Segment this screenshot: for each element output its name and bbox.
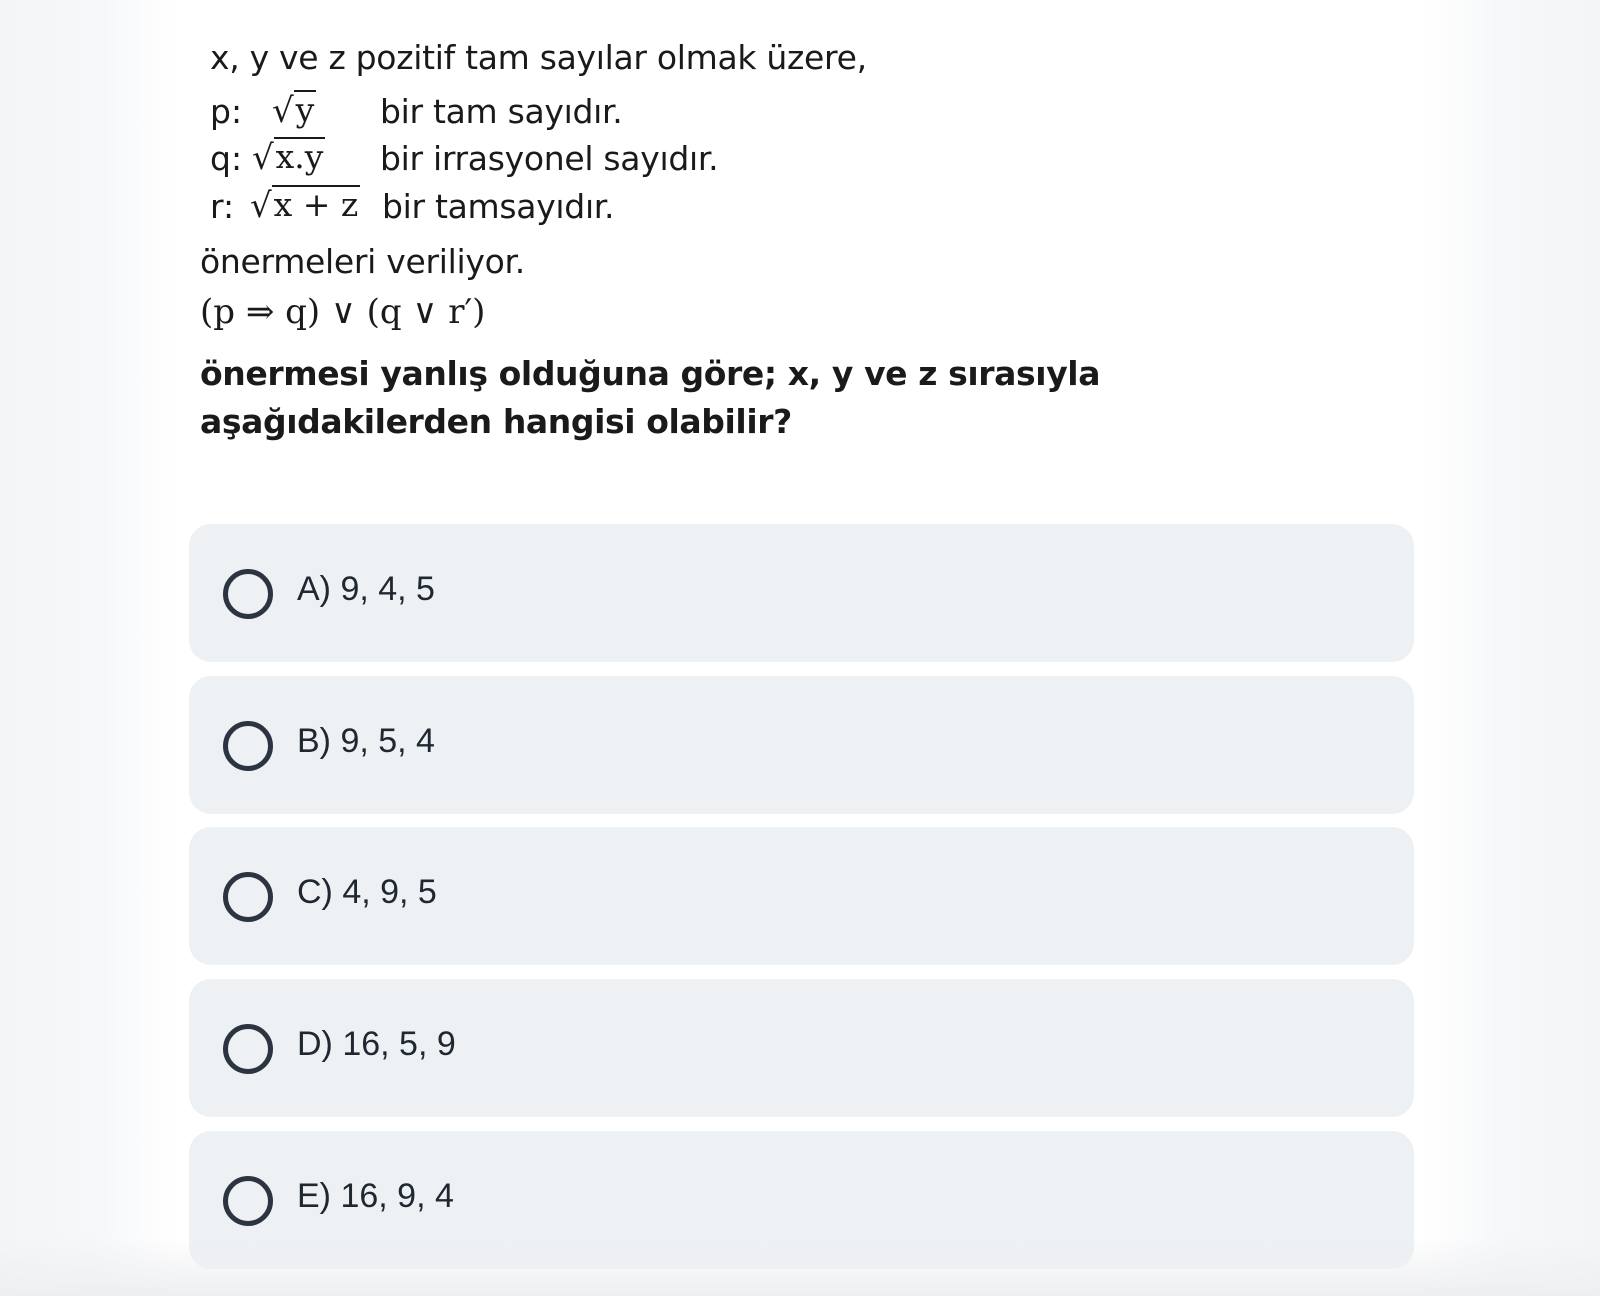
option-c[interactable] bbox=[189, 827, 1414, 965]
sqrt-symbol: √ bbox=[272, 91, 294, 132]
proposition-name: r: bbox=[210, 187, 235, 226]
proposition-description: bir tam sayıdır. bbox=[380, 92, 623, 131]
sqrt-symbol: √ bbox=[252, 138, 274, 179]
option-label: E) 16, 9, 4 bbox=[297, 1177, 454, 1215]
given-text: önermeleri veriliyor. bbox=[200, 242, 525, 281]
sqrt-expression bbox=[250, 185, 360, 225]
sqrt-expression bbox=[272, 90, 316, 130]
proposition-name: q: bbox=[210, 139, 243, 178]
option-label: C) 4, 9, 5 bbox=[297, 873, 437, 911]
proposition-name: p: bbox=[210, 92, 243, 131]
option-label: B) 9, 5, 4 bbox=[297, 722, 435, 760]
sqrt-symbol: √ bbox=[250, 186, 272, 227]
proposition-description: bir irrasyonel sayıdır. bbox=[380, 139, 719, 178]
proposition-description: bir tamsayıdır. bbox=[382, 187, 615, 226]
question-prompt: önermesi yanlış olduğuna göre; x, y ve z sırasıyla aşağıdakilerden hangisi olabilir? bbox=[200, 354, 1101, 441]
question-intro: x, y ve z pozitif tam sayılar olmak üzere, bbox=[210, 38, 867, 77]
radicand: x + z bbox=[273, 185, 359, 224]
logic-formula: (p ⇒ q) ∨ (q ∨ r′) bbox=[200, 292, 486, 332]
radio-button-icon[interactable] bbox=[223, 721, 273, 771]
option-a[interactable] bbox=[189, 524, 1414, 662]
sqrt-expression bbox=[252, 137, 325, 177]
radio-button-icon[interactable] bbox=[223, 1176, 273, 1226]
option-b[interactable] bbox=[189, 676, 1414, 814]
option-label: D) 16, 5, 9 bbox=[297, 1025, 456, 1063]
radio-button-icon[interactable] bbox=[223, 569, 273, 619]
option-d[interactable] bbox=[189, 979, 1414, 1117]
radio-button-icon[interactable] bbox=[223, 1024, 273, 1074]
radicand: x.y bbox=[275, 137, 324, 176]
radio-button-icon[interactable] bbox=[223, 872, 273, 922]
option-label: A) 9, 4, 5 bbox=[297, 570, 435, 608]
bottom-fade bbox=[0, 1236, 1600, 1296]
radicand: y bbox=[295, 90, 315, 129]
